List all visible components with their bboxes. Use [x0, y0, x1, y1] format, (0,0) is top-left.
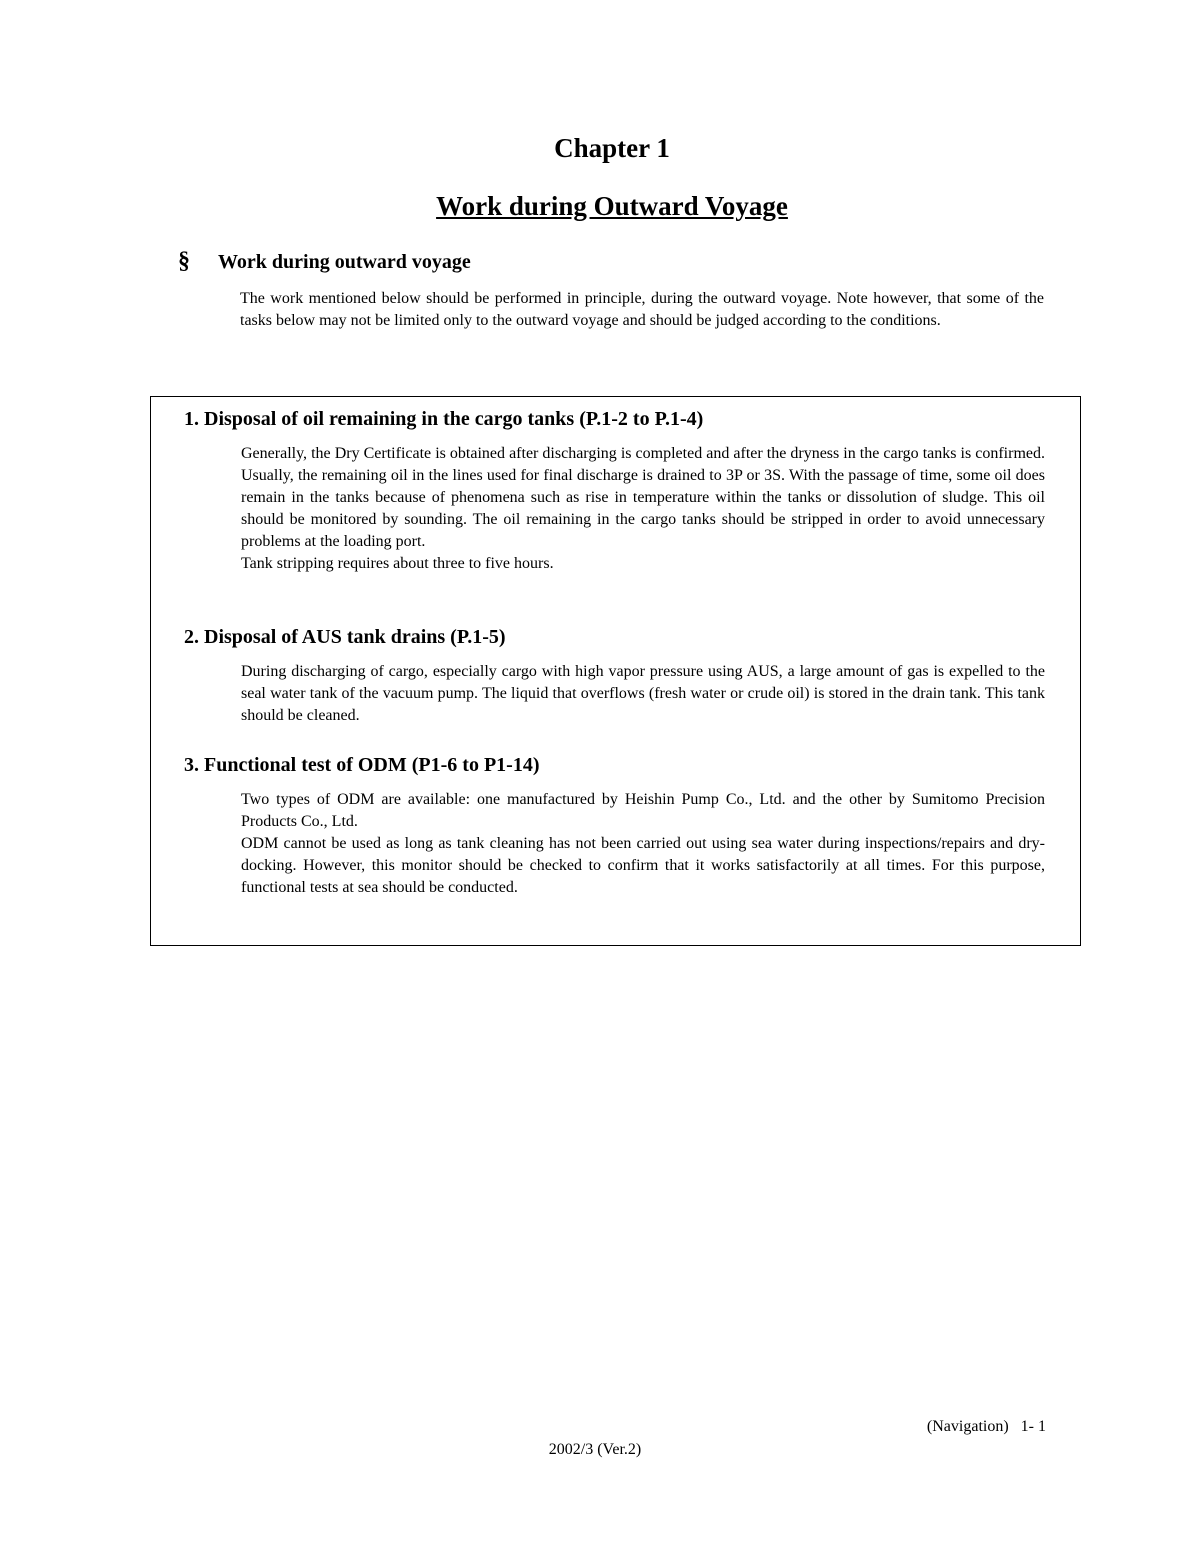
task-heading: 3. Functional test of ODM (P1-6 to P1-14): [184, 754, 540, 776]
task-paragraph: Tank stripping requires about three to five hours.: [241, 555, 554, 572]
footer-page-number: (Navigation) 1- 1: [926, 1418, 1046, 1435]
chapter-title: Work during Outward Voyage: [436, 191, 788, 221]
task-heading: 2. Disposal of AUS tank drains (P.1-5): [184, 626, 506, 648]
task-body: [241, 789, 1045, 899]
task-item: [184, 623, 1046, 727]
intro-paragraph: The work mentioned below should be performed in principle, during the outward voyage. Note however, that some of the tasks below may not be limited only to the outward voyage and should be judged according to the conditions.: [240, 290, 1044, 329]
footer-version: 2002/3 (Ver.2): [548, 1441, 642, 1458]
task-heading: 1. Disposal of oil remaining in the cargo tanks (P.1-2 to P.1-4): [184, 408, 704, 430]
task-item: [184, 405, 1046, 575]
task-paragraph: Generally, the Dry Certificate is obtained after discharging is completed and after the dryness in the cargo tanks is confirmed. Usually, the remaining oil in the lines used for final discharge is drained to 3P or 3S. With the passage of time, some oil does remain in the tanks because of phenomena such as rise in temperature within the tanks or dissolution of sludge. This oil should be monitored by sounding. The oil remaining in the cargo tanks should be stripped in order to avoid unnecessary problems at the loading port.: [241, 445, 1045, 550]
task-body: [241, 661, 1045, 727]
section-heading: [178, 247, 471, 276]
chapter-number: Chapter 1: [554, 133, 670, 163]
section-mark: §: [178, 248, 190, 274]
task-box: [150, 396, 1081, 946]
task-item: [184, 751, 1046, 899]
task-paragraph: During discharging of cargo, especially cargo with high vapor pressure using AUS, a large amount of gas is expelled to the seal water tank of the vacuum pump. The liquid that overflows (fresh water or crude oil) is stored in the drain tank. This tank should be cleaned.: [241, 663, 1045, 724]
task-paragraph: Two types of ODM are available: one manufactured by Heishin Pump Co., Ltd. and the other by Sumitomo Precision Products Co., Ltd.: [241, 791, 1045, 830]
task-body: [241, 443, 1045, 575]
section-heading-text: Work during outward voyage: [218, 251, 471, 273]
task-paragraph: ODM cannot be used as long as tank cleaning has not been carried out using sea water during inspections/repairs and dry-docking. However, this monitor should be checked to confirm that it works satisfactorily at all times. For this purpose, functional tests at sea should be conducted.: [241, 835, 1045, 896]
